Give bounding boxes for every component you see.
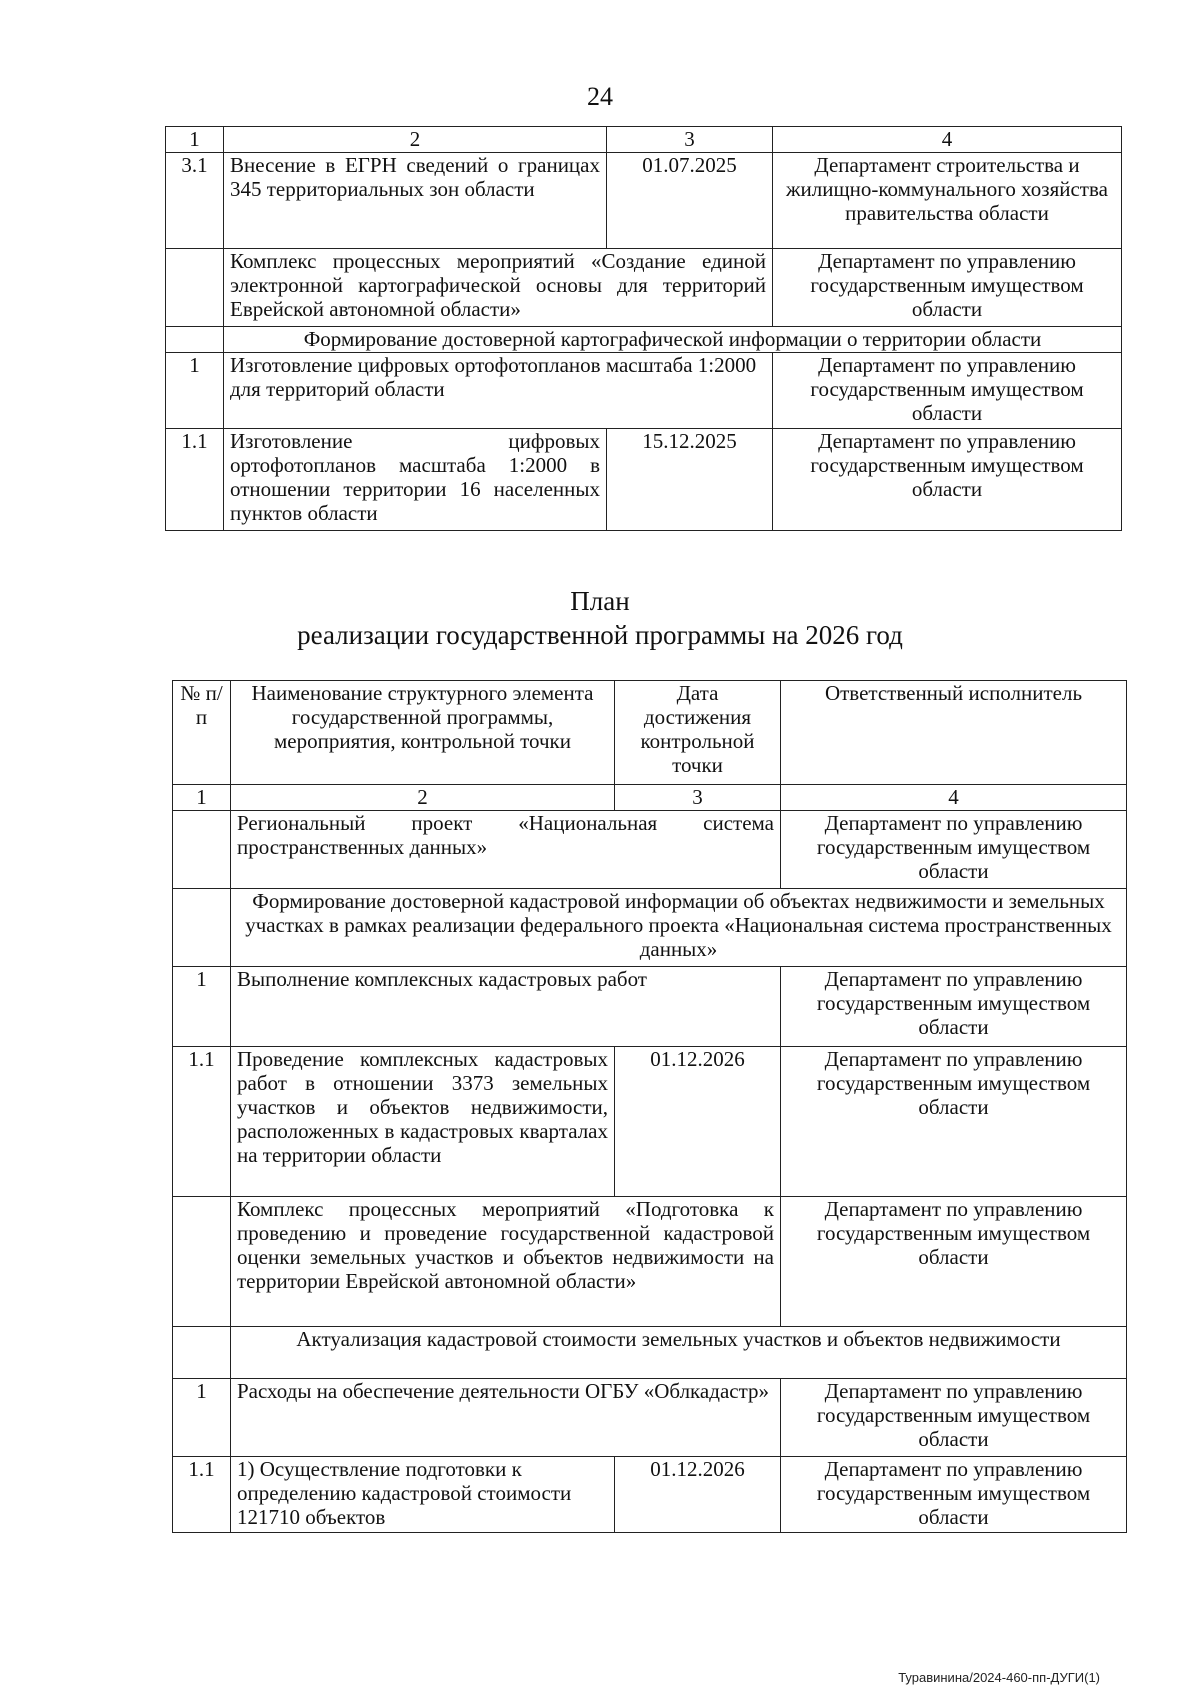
col-number: 3 bbox=[615, 785, 781, 811]
row-number: 3.1 bbox=[166, 153, 224, 249]
table-row bbox=[166, 249, 1122, 327]
row-name: Комплекс процессных мероприятий «Подготовка к проведению и проведение государственной кадастровой оценки земельных участков и объектов недвижимости на территории Еврейской автономной области» bbox=[231, 1197, 781, 1327]
table-row bbox=[173, 1379, 1127, 1457]
row-executor: Департамент по управлению государственным имуществом области bbox=[773, 429, 1122, 531]
header-num: № п/п bbox=[173, 681, 231, 785]
table-row bbox=[173, 1197, 1127, 1327]
row-executor: Департамент по управлению государственным имуществом области bbox=[781, 811, 1127, 889]
page-number: 24 bbox=[587, 82, 613, 111]
row-date: 01.07.2025 bbox=[607, 153, 773, 249]
row-number bbox=[173, 811, 231, 889]
row-name: Изготовление цифровых ортофотопланов масштаба 1:2000 в отношении территории 16 населенных пунктов области bbox=[224, 429, 607, 531]
table-row bbox=[166, 429, 1122, 531]
header-date: Дата достижения контрольной точки bbox=[615, 681, 781, 785]
table-row bbox=[173, 811, 1127, 889]
row-number: 1 bbox=[166, 353, 224, 429]
col-number: 1 bbox=[173, 785, 231, 811]
col-number: 3 bbox=[607, 127, 773, 153]
section-title: Формирование достоверной картографической информации о территории области bbox=[224, 327, 1122, 353]
table-2025-continuation bbox=[165, 126, 1122, 531]
col-number: 4 bbox=[781, 785, 1127, 811]
col-number: 1 bbox=[166, 127, 224, 153]
row-number: 1.1 bbox=[173, 1047, 231, 1197]
row-executor: Департамент по управлению государственным имуществом области bbox=[781, 1379, 1127, 1457]
section-title: Формирование достоверной кадастровой информации об объектах недвижимости и земельных участках в рамках реализации федерального проекта «Национальная система пространственных данных» bbox=[231, 889, 1127, 967]
column-numbers-row bbox=[173, 785, 1127, 811]
row-name: Комплекс процессных мероприятий «Создание единой электронной картографической основы для территорий Еврейской автономной области» bbox=[224, 249, 773, 327]
row-number bbox=[166, 249, 224, 327]
row-date: 15.12.2025 bbox=[607, 429, 773, 531]
row-date: 01.12.2026 bbox=[615, 1457, 781, 1533]
row-number: 1 bbox=[173, 967, 231, 1047]
plan-title-line2: реализации государственной программы на 2026 год bbox=[297, 620, 903, 650]
row-executor: Департамент по управлению государственным имуществом области bbox=[781, 1197, 1127, 1327]
section-row bbox=[173, 889, 1127, 967]
header-row bbox=[173, 681, 1127, 785]
row-number: 1.1 bbox=[173, 1457, 231, 1533]
table-row bbox=[173, 967, 1127, 1047]
row-name: 1) Осуществление подготовки к определению кадастровой стоимости 121710 объектов bbox=[231, 1457, 615, 1533]
header-name: Наименование структурного элемента государственной программы, мероприятия, контрольной точки bbox=[231, 681, 615, 785]
row-name: Расходы на обеспечение деятельности ОГБУ «Облкадастр» bbox=[231, 1379, 781, 1457]
section-row bbox=[166, 327, 1122, 353]
table-row bbox=[173, 1047, 1127, 1197]
row-name: Проведение комплексных кадастровых работ в отношении 3373 земельных участков и объектов недвижимости, расположенных в кадастровых кварталах на территории области bbox=[231, 1047, 615, 1197]
row-name: Выполнение комплексных кадастровых работ bbox=[231, 967, 781, 1047]
row-number bbox=[173, 1197, 231, 1327]
section-row bbox=[173, 1327, 1127, 1379]
row-name: Региональный проект «Национальная система пространственных данных» bbox=[231, 811, 781, 889]
row-executor: Департамент по управлению государственным имуществом области bbox=[773, 353, 1122, 429]
table-2026-plan bbox=[172, 680, 1127, 1533]
header-executor: Ответственный исполнитель bbox=[781, 681, 1127, 785]
footer-reference: Туравинина/2024-460-пп-ДУГИ(1) bbox=[898, 1670, 1100, 1685]
col-number: 2 bbox=[231, 785, 615, 811]
col-number: 2 bbox=[224, 127, 607, 153]
table-row bbox=[166, 353, 1122, 429]
table-row bbox=[166, 153, 1122, 249]
section-title: Актуализация кадастровой стоимости земельных участков и объектов недвижимости bbox=[231, 1327, 1127, 1379]
table-row bbox=[173, 1457, 1127, 1533]
row-executor: Департамент по управлению государственным имуществом области bbox=[773, 249, 1122, 327]
row-executor: Департамент строительства и жилищно-коммунального хозяйства правительства области bbox=[773, 153, 1122, 249]
row-number: 1 bbox=[173, 1379, 231, 1457]
column-numbers-row bbox=[166, 127, 1122, 153]
col-number: 4 bbox=[773, 127, 1122, 153]
row-name: Внесение в ЕГРН сведений о границах 345 территориальных зон области bbox=[224, 153, 607, 249]
plan-title-line1: План bbox=[570, 586, 630, 616]
row-date: 01.12.2026 bbox=[615, 1047, 781, 1197]
row-number: 1.1 bbox=[166, 429, 224, 531]
plan-title bbox=[0, 584, 1200, 652]
row-executor: Департамент по управлению государственным имуществом области bbox=[781, 1457, 1127, 1533]
row-executor: Департамент по управлению государственным имуществом области bbox=[781, 967, 1127, 1047]
row-name: Изготовление цифровых ортофотопланов масштаба 1:2000 для территорий области bbox=[224, 353, 773, 429]
row-executor: Департамент по управлению государственным имуществом области bbox=[781, 1047, 1127, 1197]
